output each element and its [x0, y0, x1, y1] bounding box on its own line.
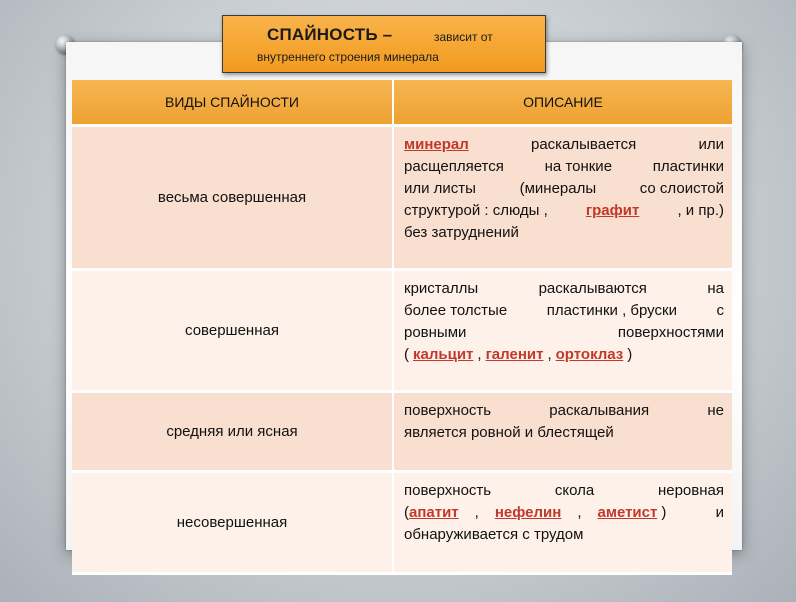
desc-word: со слоистой: [639, 180, 724, 197]
desc-word: ,: [477, 346, 482, 363]
desc-word: структурой : слюды ,: [404, 202, 548, 219]
table-row: [72, 472, 732, 574]
desc-word: ровными: [404, 324, 467, 341]
title-subtitle-1: зависит от: [434, 30, 493, 44]
link-amethyst[interactable]: аметист: [597, 504, 658, 521]
table-row: [72, 270, 732, 392]
cleavage-kind: средняя или ясная: [72, 392, 393, 472]
desc-word: без затруднений: [404, 224, 519, 241]
title-main: СПАЙНОСТЬ –: [267, 25, 393, 44]
cleavage-description: [393, 472, 732, 574]
cleavage-kind: весьма совершенная: [72, 126, 393, 270]
desc-word: (: [404, 504, 409, 521]
cleavage-description: [393, 270, 732, 392]
desc-word: неровная: [657, 482, 724, 499]
desc-word: ,: [577, 504, 582, 521]
link-graphite[interactable]: графит: [585, 202, 640, 219]
link-calcite[interactable]: кальцит: [413, 346, 474, 363]
desc-word: обнаруживается с трудом: [404, 526, 584, 543]
desc-word: (: [404, 346, 409, 363]
desc-word: или листы: [404, 180, 476, 197]
desc-word: , и пр.): [677, 202, 724, 219]
desc-word: раскалывания: [549, 402, 650, 419]
link-apatite[interactable]: апатит: [409, 504, 459, 521]
link-galena[interactable]: галенит: [485, 346, 544, 363]
desc-word: с: [716, 302, 724, 319]
desc-word: на тонкие: [544, 158, 613, 175]
desc-word: не: [707, 402, 724, 419]
desc-word: или: [698, 136, 724, 153]
desc-word: расщепляется: [404, 158, 504, 175]
desc-word: раскалываются: [538, 280, 647, 297]
cleavage-kind: несовершенная: [72, 472, 393, 574]
desc-word: поверхность: [404, 402, 492, 419]
table-row: [72, 126, 732, 270]
table-row: [72, 392, 732, 472]
desc-word: поверхность: [404, 482, 492, 499]
link-nepheline[interactable]: нефелин: [494, 504, 562, 521]
link-mineral[interactable]: минерал: [404, 136, 469, 153]
desc-word: ): [661, 504, 667, 521]
desc-word: скола: [554, 482, 595, 499]
desc-word: раскалывается: [530, 136, 637, 153]
desc-word: ,: [474, 504, 479, 521]
desc-word: и: [715, 504, 724, 521]
desc-word: кристаллы: [404, 280, 479, 297]
cleavage-kind: совершенная: [72, 270, 393, 392]
title-box: [222, 15, 546, 73]
desc-word: пластинки: [652, 158, 724, 175]
table-header-row: [72, 80, 732, 126]
desc-word: (минералы: [519, 180, 597, 197]
cleavage-description: [393, 392, 732, 472]
desc-word: более толстые: [404, 302, 508, 319]
desc-word: ,: [547, 346, 552, 363]
desc-word: на: [707, 280, 724, 297]
desc-word: ): [627, 346, 633, 363]
desc-word: пластинки , бруски: [546, 302, 677, 319]
header-kinds: ВИДЫ СПАЙНОСТИ: [72, 80, 393, 126]
desc-word: поверхностями: [617, 324, 724, 341]
title-subtitle-2: внутреннего строения минерала: [257, 50, 439, 64]
link-orthoclase[interactable]: ортоклаз: [555, 346, 624, 363]
cleavage-table: [72, 80, 732, 543]
cleavage-description: [393, 126, 732, 270]
header-description: ОПИСАНИЕ: [393, 80, 732, 126]
desc-word: является ровной и блестящей: [404, 424, 614, 441]
